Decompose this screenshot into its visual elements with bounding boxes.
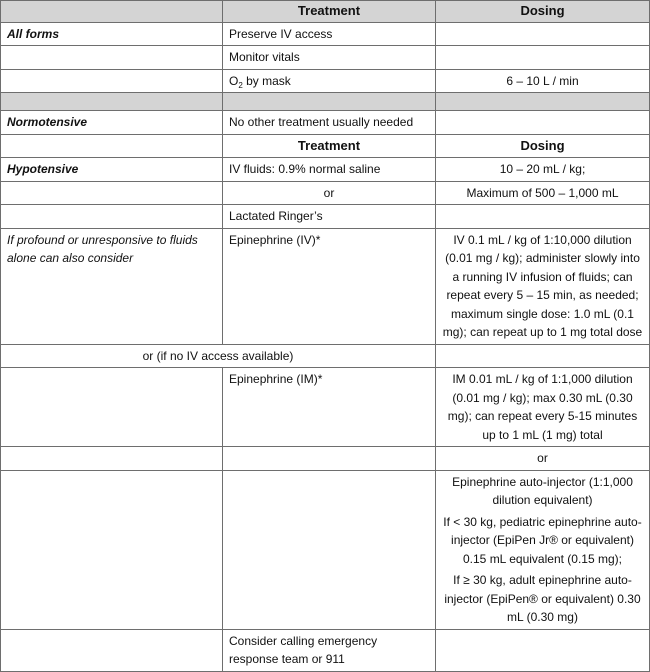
all-forms-label xyxy=(1,22,223,46)
subheader-row xyxy=(1,134,650,158)
table-row xyxy=(1,470,650,629)
epi-iv-dose-cell: IV 0.1 mL / kg of 1:10,000 dilution (0.01 mg / kg); administer slowly into a running IV infusion of fluids; can repeat every 5 – 15 min, as needed; maximum single dose: 1.0 mL (0.1 mg); can repeat up to 1 mg total dose xyxy=(436,228,650,344)
hypotensive-label-cell xyxy=(1,158,223,182)
empty-cell xyxy=(436,111,650,135)
table-row xyxy=(1,69,650,93)
iv-fluids-dose-cell: 10 – 20 mL / kg; xyxy=(436,158,650,182)
o2-subscript: 2 xyxy=(238,80,243,90)
lactated-cell: Lactated Ringer’s xyxy=(223,205,436,229)
header-treatment: Treatment xyxy=(223,1,436,23)
table-row xyxy=(1,205,650,229)
o2-suffix: by mask xyxy=(242,73,291,88)
empty-cell xyxy=(223,470,436,629)
auto-injector-cell xyxy=(436,470,650,629)
preserve-iv-cell: Preserve IV access xyxy=(223,22,436,46)
row-label: Normotensive xyxy=(7,115,88,129)
table-row xyxy=(1,111,650,135)
o2-dose-cell: 6 – 10 L / min xyxy=(436,69,650,93)
empty-cell xyxy=(436,46,650,70)
epi-im-cell: Epinephrine (IM)* xyxy=(223,368,436,447)
emergency-cell: Consider calling emergency response team or 911 xyxy=(223,629,436,671)
normotensive-label-cell xyxy=(1,111,223,135)
header-row xyxy=(1,1,650,23)
separator-cell xyxy=(223,93,436,111)
subheader-dosing: Dosing xyxy=(436,134,650,158)
normotensive-treatment-cell: No other treatment usually needed xyxy=(223,111,436,135)
or-cell: or xyxy=(223,181,436,205)
o2-cell xyxy=(223,69,436,93)
empty-cell xyxy=(223,447,436,471)
separator-cell xyxy=(436,93,650,111)
header-blank xyxy=(1,1,223,23)
monitor-vitals-cell: Monitor vitals xyxy=(223,46,436,70)
empty-cell xyxy=(1,470,223,629)
max-dose-cell: Maximum of 500 – 1,000 mL xyxy=(436,181,650,205)
empty-cell xyxy=(1,447,223,471)
epi-im-dose-cell: IM 0.01 mL / kg of 1:1,000 dilution (0.01 mg / kg); max 0.30 mL (0.30 mg); can repeat every 5-15 minutes up to 1 mL (1 mg) total xyxy=(436,368,650,447)
epi-iv-cell: Epinephrine (IV)* xyxy=(223,228,436,344)
separator-cell xyxy=(1,93,223,111)
empty-cell xyxy=(1,134,223,158)
adult-text: If ≥ 30 kg, adult epinephrine auto-injector (EpiPen® or equivalent) 0.30 mL (0.30 mg) xyxy=(444,573,641,624)
table-row xyxy=(1,368,650,447)
iv-fluids-cell: IV fluids: 0.9% normal saline xyxy=(223,158,436,182)
auto-injector-text: Epinephrine auto-injector (1:1,000 dilution equivalent) xyxy=(452,474,633,507)
subheader-treatment: Treatment xyxy=(223,134,436,158)
table-row xyxy=(1,344,650,368)
separator-row xyxy=(1,93,650,111)
empty-cell xyxy=(436,205,650,229)
empty-cell xyxy=(1,69,223,93)
empty-cell xyxy=(1,368,223,447)
row-label: All forms xyxy=(7,26,60,41)
table-row xyxy=(1,181,650,205)
empty-cell xyxy=(436,22,650,46)
table-row xyxy=(1,447,650,471)
table-row xyxy=(1,46,650,70)
o2-prefix: O xyxy=(229,73,239,88)
table-row xyxy=(1,22,650,46)
table-row xyxy=(1,629,650,671)
row-label: Hypotensive xyxy=(7,162,79,176)
empty-cell xyxy=(1,205,223,229)
empty-cell xyxy=(1,46,223,70)
profound-label-cell xyxy=(1,228,223,344)
row-note: If profound or unresponsive to fluids alone can also consider xyxy=(7,232,198,265)
table-row xyxy=(1,228,650,344)
empty-cell xyxy=(1,629,223,671)
table-row xyxy=(1,158,650,182)
header-dosing: Dosing xyxy=(436,1,650,23)
empty-cell xyxy=(436,344,650,368)
empty-cell xyxy=(1,181,223,205)
empty-cell xyxy=(436,629,650,671)
pediatric-text: If < 30 kg, pediatric epinephrine auto-injector (EpiPen Jr® or equivalent) 0.15 mL equivalent (0.15 mg); xyxy=(443,514,642,566)
no-iv-cell: or (if no IV access available) xyxy=(1,344,436,368)
or-dose-cell: or xyxy=(436,447,650,471)
